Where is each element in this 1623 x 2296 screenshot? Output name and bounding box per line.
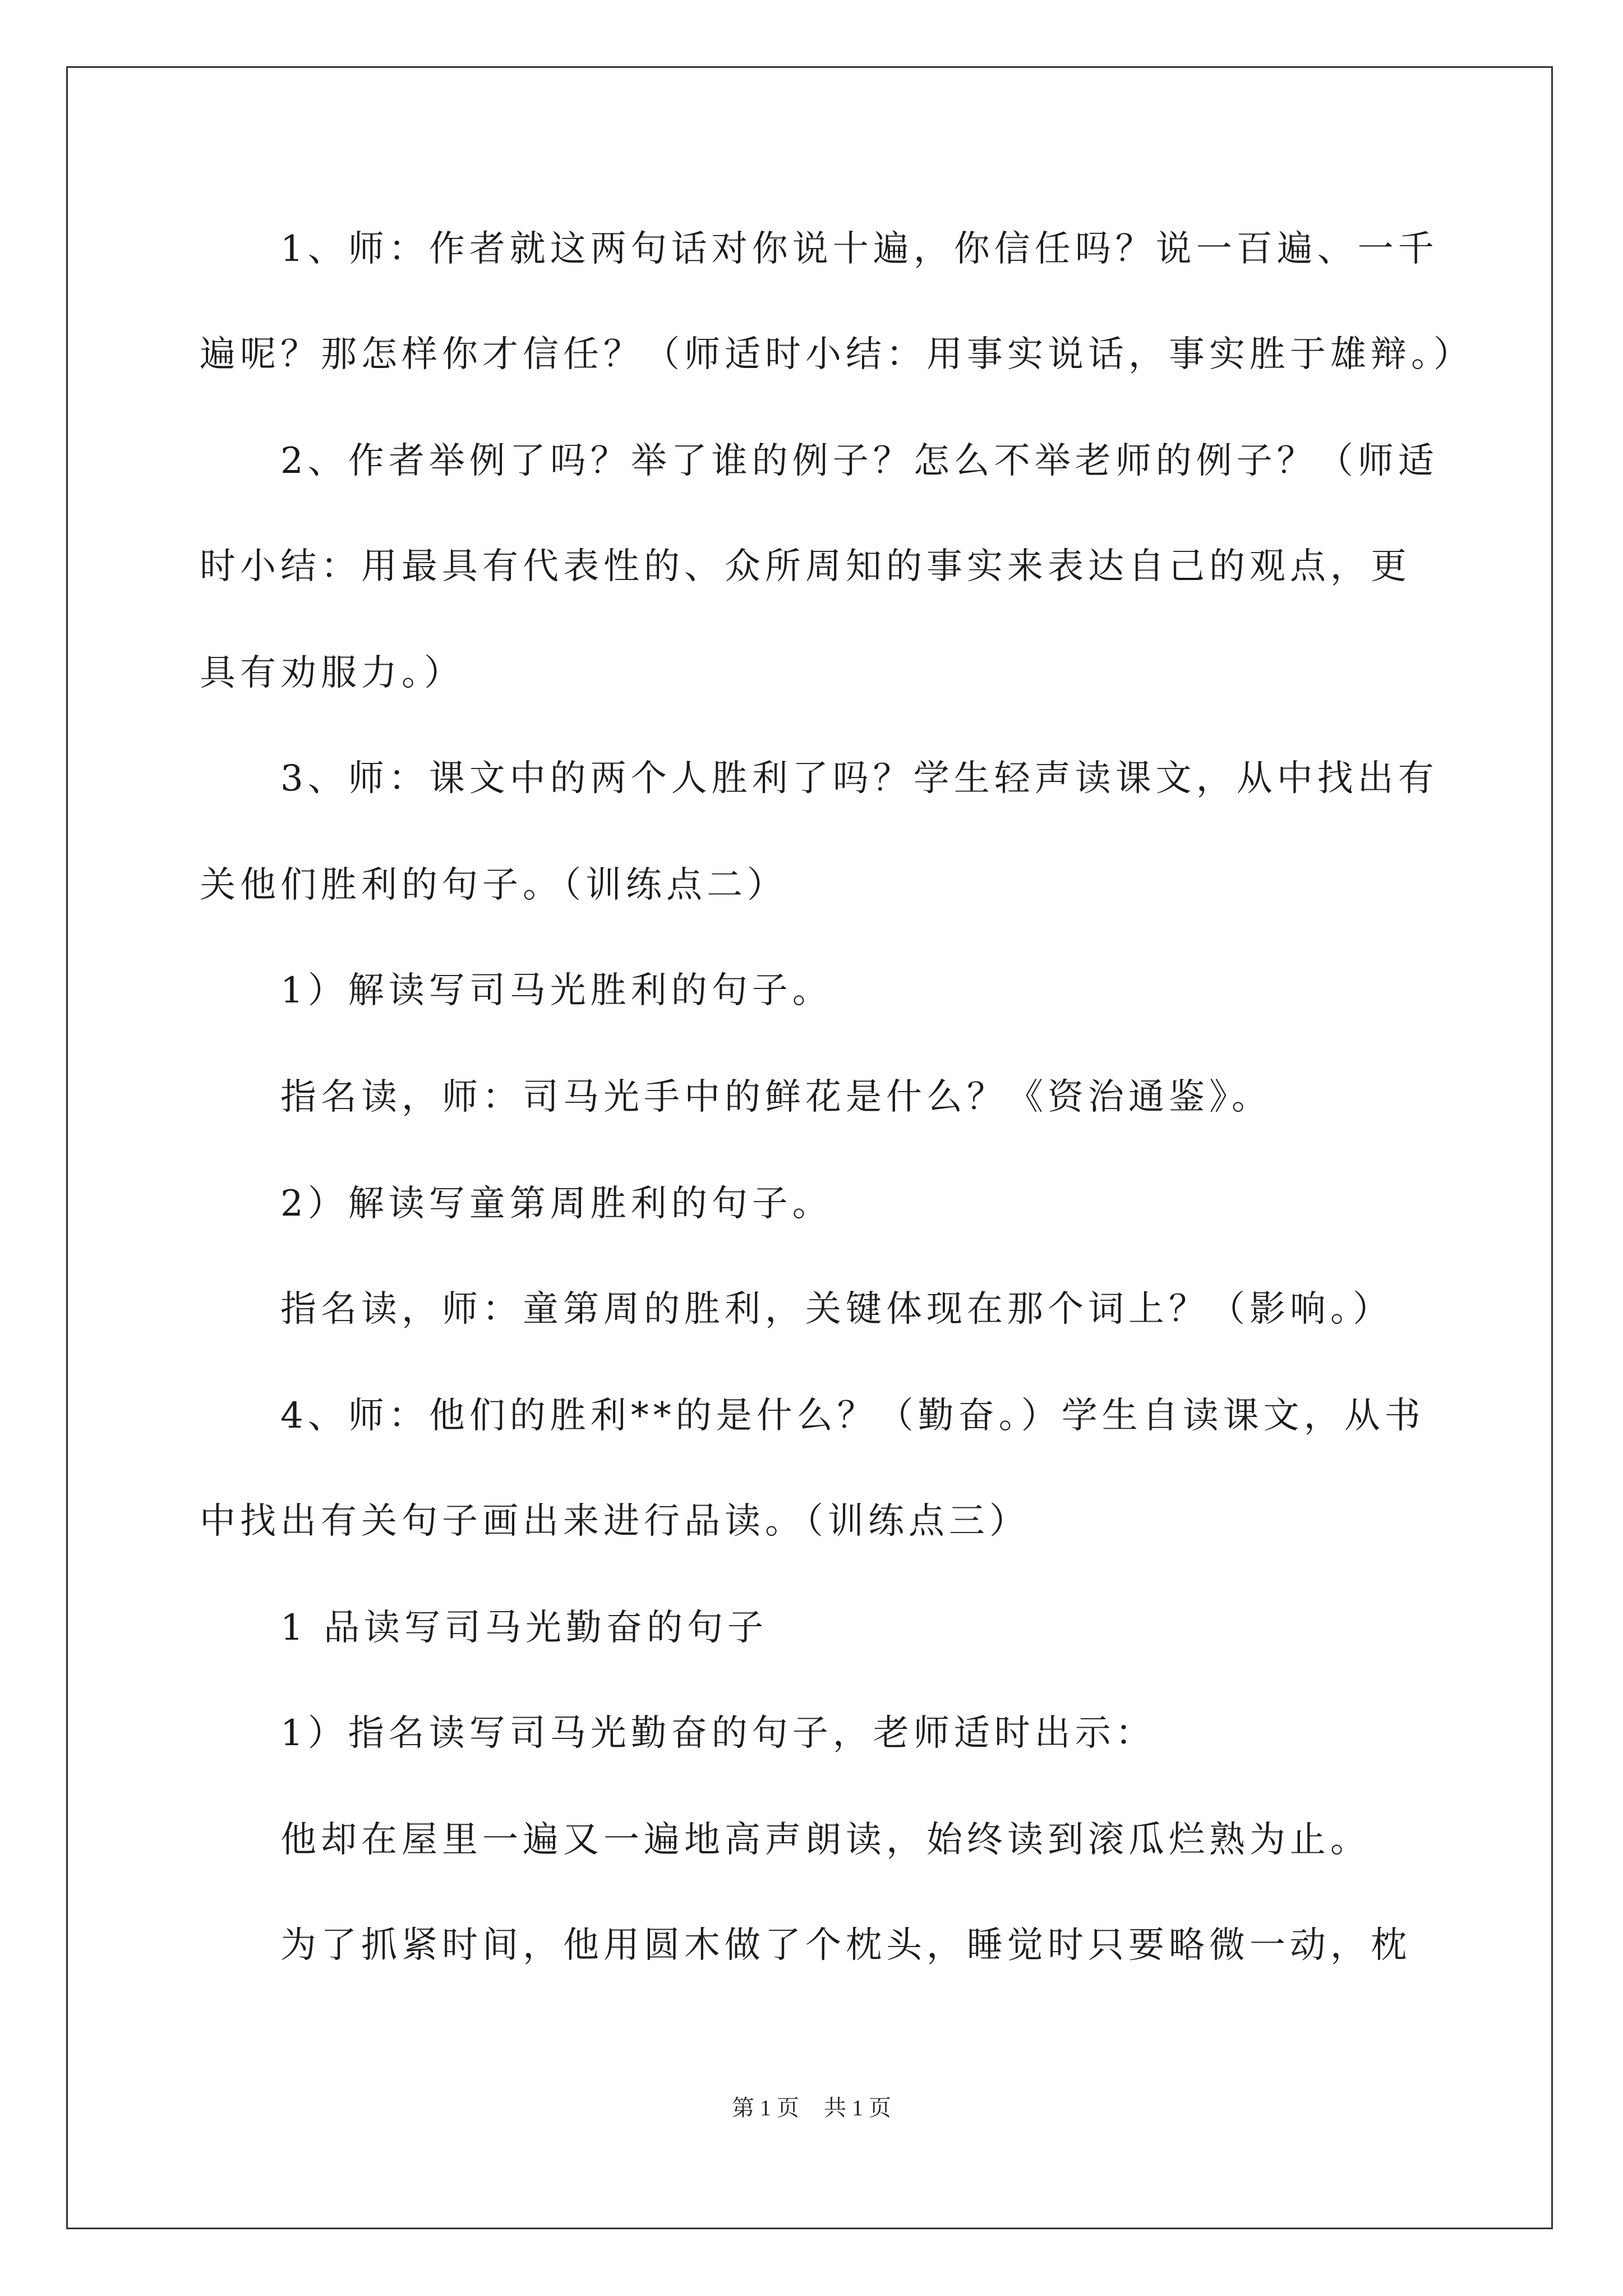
paragraph-line: 具有劝服力。）	[200, 652, 464, 694]
paragraph-line: 1）解读写司马光胜利的句子。	[280, 970, 833, 1011]
paragraph-line: 关他们胜利的句子。（训练点二）	[200, 864, 787, 906]
paragraph-line: 为了抓紧时间，他用圆木做了个枕头，睡觉时只要略微一动，枕	[280, 1925, 1411, 1966]
page-total: 共 1 页	[824, 2095, 891, 2120]
paragraph-line: 中找出有关句子画出来进行品读。（训练点三）	[200, 1501, 1030, 1542]
page-border	[66, 66, 1553, 2229]
paragraph-line: 1 品读写司马光勤奋的句子	[280, 1607, 768, 1649]
paragraph-line: 2、作者举例了吗？举了谁的例子？怎么不举老师的例子？（师适	[280, 440, 1438, 482]
paragraph-line: 3、师：课文中的两个人胜利了吗？学生轻声读课文，从中找出有	[280, 758, 1438, 799]
paragraph-line: 指名读，师：童第周的胜利，关键体现在那个词上？（影响。）	[280, 1289, 1393, 1330]
paragraph-line: 1）指名读写司马光勤奋的句子，老师适时出示：	[280, 1713, 1156, 1754]
page-footer	[0, 2097, 1623, 2119]
paragraph-line: 时小结：用最具有代表性的、众所周知的事实来表达自己的观点，更	[200, 546, 1411, 587]
paragraph-line: 1、师：作者就这两句话对你说十遍，你信任吗？说一百遍、一千	[280, 228, 1438, 270]
paragraph-line: 4、师：他们的胜利**的是什么？（勤奋。）学生自读课文，从书	[280, 1395, 1425, 1437]
paragraph-line: 他却在屋里一遍又一遍地高声朗读，始终读到滚瓜烂熟为止。	[280, 1819, 1371, 1861]
page-number: 第 1 页	[732, 2095, 799, 2120]
paragraph-line: 遍呢？那怎样你才信任？（师适时小结：用事实说话，事实胜于雄辩。）	[200, 334, 1474, 375]
paragraph-line: 指名读，师：司马光手中的鲜花是什么？《资治通鉴》。	[280, 1076, 1272, 1118]
paragraph-line: 2）解读写童第周胜利的句子。	[280, 1183, 833, 1225]
